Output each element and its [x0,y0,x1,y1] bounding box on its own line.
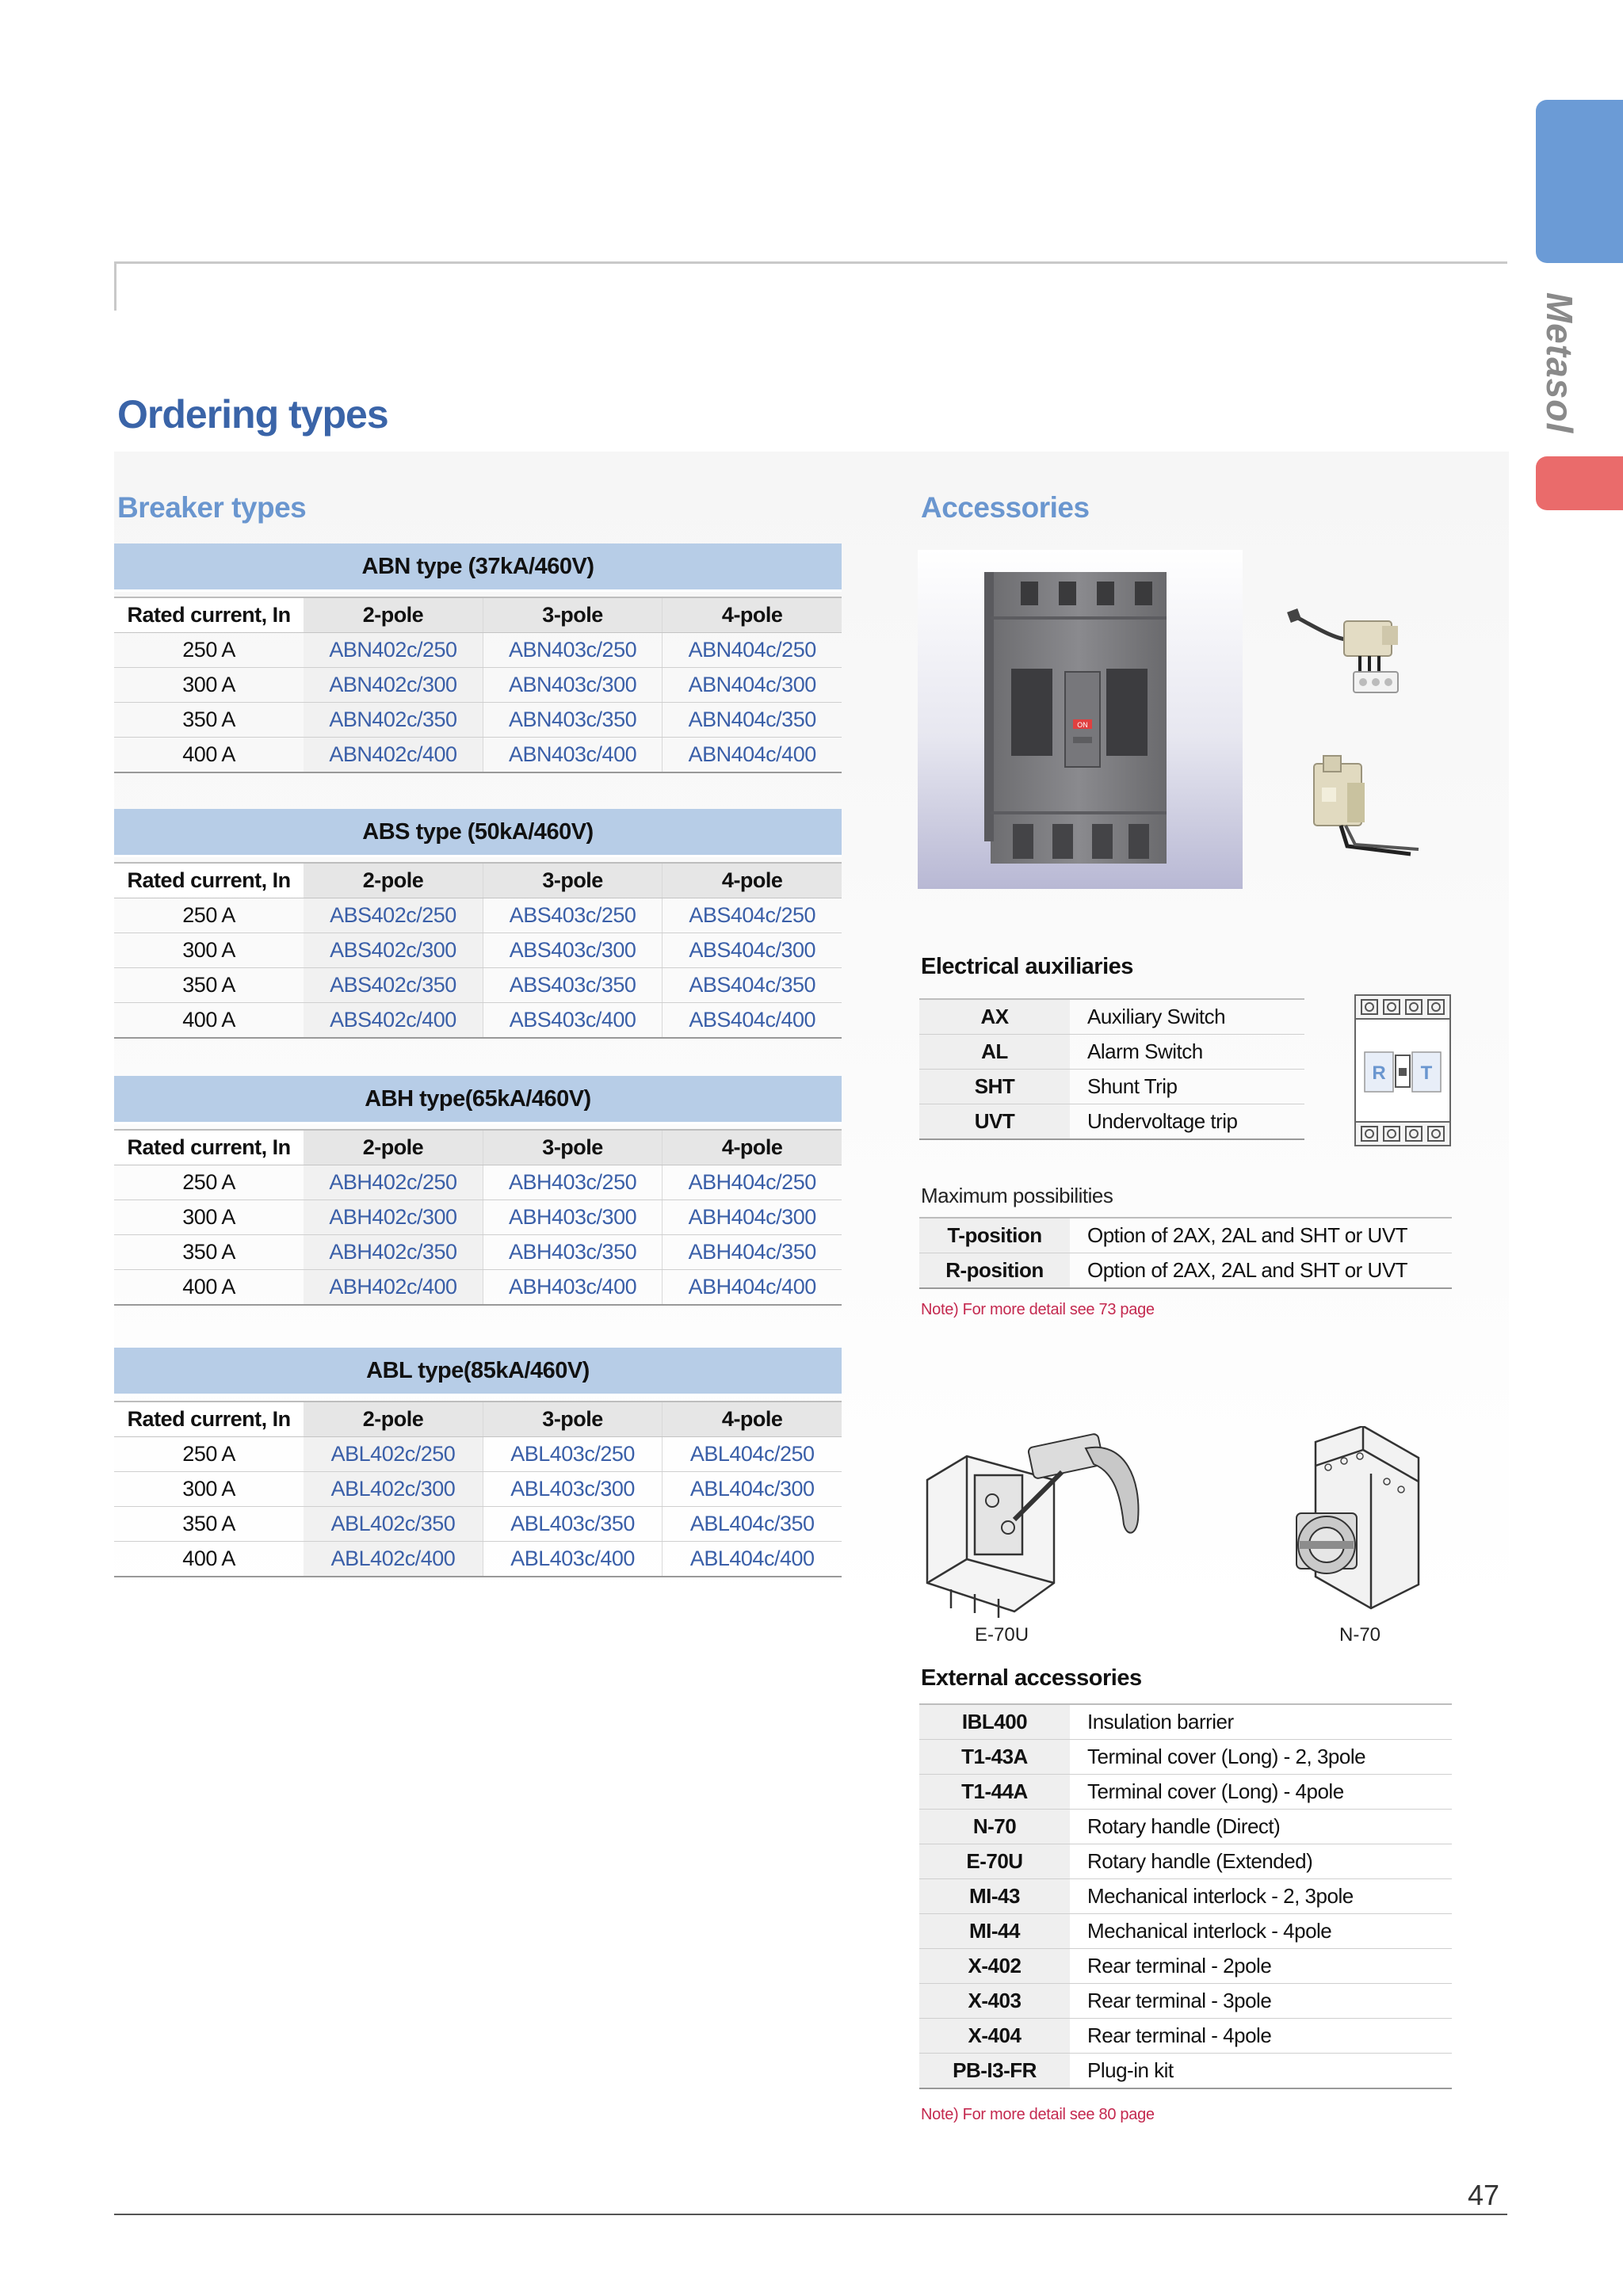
part-number: ABS403c/350 [483,968,663,1003]
accessory-position-diagram [1350,992,1455,1150]
column-header: 2-pole [304,863,483,898]
side-tab-red [1536,456,1623,510]
table-row [919,1704,1452,1740]
part-number: ABL404c/250 [663,1437,842,1472]
column-header: 4-pole [663,1402,842,1437]
n70-rotary-handle-image [1268,1426,1426,1616]
position-label-r: R [1372,1062,1386,1084]
part-number: ABN403c/400 [483,738,663,773]
accessory-description: Rear terminal - 4pole [1070,2019,1452,2054]
accessory-description: Rear terminal - 2pole [1070,1949,1452,1984]
part-number: ABS402c/400 [304,1003,483,1039]
table-row [919,2019,1452,2054]
part-number: ABL402c/350 [304,1507,483,1542]
part-number: ABS404c/350 [663,968,842,1003]
breaker-table-abs [114,809,842,1039]
rated-current: 300 A [114,668,304,703]
position-label-t: T [1420,1062,1433,1084]
table-row [919,1949,1452,1984]
table-row [919,1740,1452,1775]
rated-current: 300 A [114,1472,304,1507]
column-header: 2-pole [304,1130,483,1165]
breaker-types-title: Breaker types [117,491,307,524]
n70-caption: N-70 [1339,1624,1381,1646]
accessory-code: T1-43A [919,1740,1070,1775]
part-number: ABH403c/250 [483,1165,663,1200]
accessory-code: X-403 [919,1984,1070,2019]
column-header: 3-pole [483,863,663,898]
accessory-description: Terminal cover (Long) - 2, 3pole [1070,1740,1452,1775]
breaker-table-title: ABL type(85kA/460V) [114,1348,842,1396]
position-description: Option of 2AX, 2AL and SHT or UVT [1070,1253,1452,1289]
side-tab-blue [1536,100,1623,263]
table-row [919,1070,1304,1104]
part-number: ABN402c/350 [304,703,483,738]
table-row [919,1879,1452,1914]
part-number: ABL404c/350 [663,1507,842,1542]
table-row [114,1507,842,1542]
shunt-trip-image [1300,751,1442,870]
part-number: ABH403c/350 [483,1235,663,1270]
page-title: Ordering types [117,392,388,437]
external-accessories-title: External accessories [921,1665,1142,1691]
column-header: Rated current, In [114,1130,304,1165]
rated-current: 400 A [114,738,304,773]
breaker-product-image [918,550,1243,889]
part-number: ABN403c/250 [483,633,663,668]
accessory-code: UVT [919,1104,1070,1140]
column-header: 4-pole [663,597,842,633]
maximum-possibilities-label: Maximum possibilities [921,1184,1113,1207]
column-header: 4-pole [663,863,842,898]
rated-current: 350 A [114,968,304,1003]
table-row [114,1437,842,1472]
accessories-title: Accessories [921,491,1090,524]
part-number: ABL402c/250 [304,1437,483,1472]
table-row [919,1914,1452,1949]
column-header: 3-pole [483,1402,663,1437]
part-number: ABN402c/300 [304,668,483,703]
part-number: ABH403c/300 [483,1200,663,1235]
rated-current: 250 A [114,1437,304,1472]
part-number: ABL402c/300 [304,1472,483,1507]
accessory-code: E-70U [919,1844,1070,1879]
electrical-auxiliaries-title: Electrical auxiliaries [921,954,1133,979]
part-number: ABH402c/400 [304,1270,483,1306]
position-code: R-position [919,1253,1070,1289]
part-number: ABN403c/350 [483,703,663,738]
table-row [114,968,842,1003]
accessory-description: Mechanical interlock - 2, 3pole [1070,1879,1452,1914]
breaker-table-abh [114,1076,842,1306]
accessory-code: X-404 [919,2019,1070,2054]
part-number: ABS404c/400 [663,1003,842,1039]
table-row [114,1165,842,1200]
column-header: 2-pole [304,597,483,633]
header-rule [114,261,1507,264]
breaker-table-title: ABN type (37kA/460V) [114,543,842,592]
accessory-description: Plug-in kit [1070,2054,1452,2089]
rated-current: 250 A [114,898,304,933]
accessory-code: SHT [919,1070,1070,1104]
part-number: ABH404c/300 [663,1200,842,1235]
e70u-rotary-handle-image [919,1425,1157,1623]
accessory-description: Auxiliary Switch [1070,999,1304,1035]
column-header: Rated current, In [114,863,304,898]
part-number: ABS402c/300 [304,933,483,968]
rated-current: 300 A [114,1200,304,1235]
accessory-code: PB-I3-FR [919,2054,1070,2089]
column-header: Rated current, In [114,597,304,633]
accessory-code: X-402 [919,1949,1070,1984]
part-number: ABN402c/250 [304,633,483,668]
part-number: ABN403c/300 [483,668,663,703]
table-row [114,1472,842,1507]
part-number: ABH403c/400 [483,1270,663,1306]
external-accessories-table [919,1703,1452,2089]
brand-label: Metasol [1539,292,1580,434]
accessory-description: Terminal cover (Long) - 4pole [1070,1775,1452,1810]
breaker-table-abn [114,543,842,773]
accessory-description: Rear terminal - 3pole [1070,1984,1452,2019]
table-row [114,898,842,933]
accessory-description: Rotary handle (Extended) [1070,1844,1452,1879]
accessory-code: N-70 [919,1810,1070,1844]
rated-current: 300 A [114,933,304,968]
table-row [919,2054,1452,2089]
part-number: ABH404c/400 [663,1270,842,1306]
auxiliary-switch-image [1287,585,1442,711]
part-number: ABS402c/350 [304,968,483,1003]
position-description: Option of 2AX, 2AL and SHT or UVT [1070,1218,1452,1253]
part-number: ABH404c/350 [663,1235,842,1270]
accessory-code: MI-44 [919,1914,1070,1949]
part-number: ABN404c/300 [663,668,842,703]
table-row [114,1542,842,1577]
part-number: ABH402c/300 [304,1200,483,1235]
accessory-code: T1-44A [919,1775,1070,1810]
brand-tab [1520,292,1599,434]
table-row [919,1844,1452,1879]
column-header: 3-pole [483,597,663,633]
part-number: ABN404c/400 [663,738,842,773]
accessory-code: MI-43 [919,1879,1070,1914]
breaker-on-label: ON [1077,721,1088,729]
rated-current: 250 A [114,633,304,668]
table-row [114,703,842,738]
maximum-possibilities-table [919,1217,1452,1289]
part-number: ABS403c/250 [483,898,663,933]
table-row [919,1810,1452,1844]
part-number: ABS403c/300 [483,933,663,968]
note-page-reference: Note) For more detail see 73 page [921,1301,1155,1318]
note-page-reference: Note) For more detail see 80 page [921,2106,1155,2123]
breaker-table-title: ABH type(65kA/460V) [114,1076,842,1124]
e70u-caption: E-70U [975,1624,1029,1646]
column-header: Rated current, In [114,1402,304,1437]
accessory-description: Undervoltage trip [1070,1104,1304,1140]
part-number: ABS404c/300 [663,933,842,968]
part-number: ABH402c/250 [304,1165,483,1200]
accessory-description: Insulation barrier [1070,1704,1452,1740]
column-header: 2-pole [304,1402,483,1437]
part-number: ABN404c/250 [663,633,842,668]
table-row [114,1235,842,1270]
accessory-code: IBL400 [919,1704,1070,1740]
accessory-description: Shunt Trip [1070,1070,1304,1104]
electrical-auxiliaries-table [919,998,1304,1140]
accessory-description: Alarm Switch [1070,1035,1304,1070]
rated-current: 400 A [114,1542,304,1577]
table-row [114,1003,842,1039]
table-row [114,738,842,773]
table-row [114,933,842,968]
table-row [919,1104,1304,1140]
column-header: 4-pole [663,1130,842,1165]
part-number: ABS402c/250 [304,898,483,933]
table-row [919,1775,1452,1810]
header-rule-corner [114,261,116,311]
footer-rule [114,2214,1507,2215]
table-row [114,633,842,668]
table-row [114,668,842,703]
part-number: ABS404c/250 [663,898,842,933]
part-number: ABH402c/350 [304,1235,483,1270]
part-number: ABL403c/300 [483,1472,663,1507]
table-row [919,1253,1452,1289]
column-header: 3-pole [483,1130,663,1165]
rated-current: 250 A [114,1165,304,1200]
table-row [919,999,1304,1035]
accessory-description: Mechanical interlock - 4pole [1070,1914,1452,1949]
page-number: 47 [1468,2179,1500,2211]
part-number: ABS403c/400 [483,1003,663,1039]
table-row [919,1984,1452,2019]
accessory-code: AL [919,1035,1070,1070]
part-number: ABL404c/300 [663,1472,842,1507]
part-number: ABN402c/400 [304,738,483,773]
rated-current: 400 A [114,1270,304,1306]
rated-current: 350 A [114,1507,304,1542]
part-number: ABL403c/400 [483,1542,663,1577]
breaker-table-abl [114,1348,842,1577]
part-number: ABL403c/250 [483,1437,663,1472]
table-row [114,1200,842,1235]
position-code: T-position [919,1218,1070,1253]
part-number: ABL402c/400 [304,1542,483,1577]
part-number: ABL404c/400 [663,1542,842,1577]
rated-current: 350 A [114,1235,304,1270]
table-row [919,1035,1304,1070]
part-number: ABH404c/250 [663,1165,842,1200]
part-number: ABL403c/350 [483,1507,663,1542]
breaker-table-title: ABS type (50kA/460V) [114,809,842,857]
accessory-code: AX [919,999,1070,1035]
rated-current: 350 A [114,703,304,738]
accessory-description: Rotary handle (Direct) [1070,1810,1452,1844]
part-number: ABN404c/350 [663,703,842,738]
table-row [114,1270,842,1306]
rated-current: 400 A [114,1003,304,1039]
table-row [919,1218,1452,1253]
